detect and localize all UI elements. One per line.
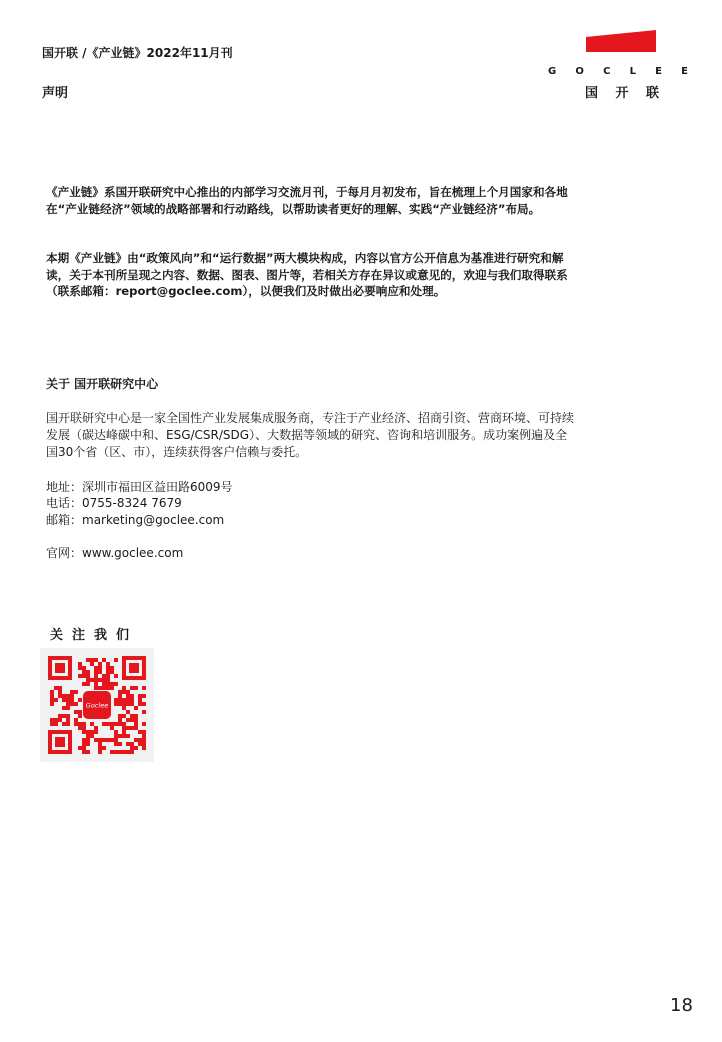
qr-module — [98, 750, 102, 754]
qr-module — [110, 666, 114, 670]
qr-module — [86, 670, 90, 674]
qr-module — [122, 750, 126, 754]
qr-module — [130, 718, 134, 722]
qr-module — [70, 702, 74, 706]
qr-module — [118, 690, 122, 694]
qr-module — [54, 698, 58, 702]
qr-module — [110, 670, 114, 674]
phone-line: 电话：0755-8324 7679 — [46, 496, 182, 510]
qr-module — [118, 714, 122, 718]
qr-module — [86, 738, 90, 742]
qr-module — [98, 662, 102, 666]
qr-module — [130, 750, 134, 754]
qr-module — [102, 674, 106, 678]
qr-module — [66, 714, 70, 718]
qr-module — [114, 738, 118, 742]
qr-module — [98, 742, 102, 746]
qr-module — [106, 662, 110, 666]
qr-module — [86, 682, 90, 686]
qr-module — [62, 714, 66, 718]
qr-module — [102, 686, 106, 690]
qr-module — [90, 722, 94, 726]
qr-module — [74, 690, 78, 694]
qr-module — [82, 666, 86, 670]
website-line: 官网：www.goclee.com — [46, 546, 184, 560]
qr-module — [66, 694, 70, 698]
qr-module — [142, 738, 146, 742]
qr-module — [106, 738, 110, 742]
qr-module — [90, 662, 94, 666]
qr-module — [78, 666, 82, 670]
qr-module — [58, 714, 62, 718]
qr-module — [98, 686, 102, 690]
qr-module — [78, 674, 82, 678]
qr-module — [126, 742, 130, 746]
qr-module — [142, 710, 146, 714]
qr-module — [82, 674, 86, 678]
qr-module — [110, 722, 114, 726]
qr-module — [58, 718, 62, 722]
qr-module — [110, 726, 114, 730]
statement-paragraph-1: 《产业链》系国开联研究中心推出的内部学习交流月刊，于每月月初发布，旨在梳理上个月国家和各地在“产业链经济”领域的战略部署和行动路线，以帮助读者更好的理解、实践“产业链经济”布局。 — [46, 185, 568, 216]
qr-module — [78, 714, 82, 718]
logo-letter: O — [575, 66, 584, 77]
qr-module — [114, 702, 118, 706]
qr-module — [118, 734, 122, 738]
qr-module — [142, 686, 146, 690]
qr-module — [86, 742, 90, 746]
qr-module — [78, 746, 82, 750]
qr-module — [66, 706, 70, 710]
qr-module — [102, 658, 106, 662]
qr-module — [114, 658, 118, 662]
email-line: 邮箱：marketing@goclee.com — [46, 513, 225, 527]
qr-module — [122, 698, 126, 702]
qr-module — [106, 686, 110, 690]
qr-module — [66, 702, 70, 706]
logo-wordmark — [548, 66, 688, 77]
qr-module — [134, 714, 138, 718]
logo-letter: G — [548, 66, 557, 77]
qr-module — [122, 686, 126, 690]
qr-module — [114, 698, 118, 702]
qr-module — [134, 726, 138, 730]
qr-module — [138, 698, 142, 702]
qr-code-image — [40, 648, 154, 762]
qr-module — [62, 706, 66, 710]
qr-module — [82, 746, 86, 750]
qr-module — [74, 702, 78, 706]
qr-module — [90, 658, 94, 662]
qr-module — [114, 674, 118, 678]
qr-module — [142, 734, 146, 738]
qr-module — [142, 702, 146, 706]
qr-module — [102, 722, 106, 726]
section-title: 声明 — [42, 86, 69, 101]
logo-letter: E — [681, 66, 688, 77]
qr-module — [54, 718, 58, 722]
qr-module — [98, 678, 102, 682]
logo-char: 联 — [645, 86, 659, 101]
qr-module — [78, 662, 82, 666]
qr-module — [110, 682, 114, 686]
qr-module — [134, 722, 138, 726]
qr-module — [126, 750, 130, 754]
qr-module — [70, 698, 74, 702]
qr-module — [82, 726, 86, 730]
qr-module — [118, 722, 122, 726]
qr-module — [122, 706, 126, 710]
qr-module — [66, 698, 70, 702]
qr-module — [54, 686, 58, 690]
qr-module — [86, 674, 90, 678]
qr-module — [50, 722, 54, 726]
qr-code[interactable] — [40, 648, 154, 762]
qr-center-logo: Goclee — [85, 701, 109, 710]
qr-module — [94, 726, 98, 730]
qr-module — [110, 750, 114, 754]
qr-module — [82, 730, 86, 734]
qr-module — [86, 658, 90, 662]
qr-module — [142, 694, 146, 698]
qr-module — [118, 750, 122, 754]
qr-module — [78, 710, 82, 714]
qr-module — [122, 726, 126, 730]
qr-module — [106, 666, 110, 670]
qr-module — [82, 742, 86, 746]
qr-module — [130, 686, 134, 690]
qr-module — [62, 694, 66, 698]
qr-module — [138, 730, 142, 734]
qr-module — [134, 738, 138, 742]
about-description: 国开联研究中心是一家全国性产业发展集成服务商，专注于产业经济、招商引资、营商环境、可持续发展（碳达峰碳中和、ESG/CSR/SDG）、大数据等领域的研究、咨询和培训服务。成功案例遍及全国30个省（区、市），连续获得客户信赖与委托。 — [46, 411, 575, 459]
qr-module — [74, 710, 78, 714]
qr-module — [126, 718, 130, 722]
qr-module — [118, 694, 122, 698]
qr-module — [122, 722, 126, 726]
qr-module — [86, 734, 90, 738]
logo-red-bar — [586, 30, 656, 52]
qr-module — [94, 674, 98, 678]
qr-module — [66, 722, 70, 726]
qr-module — [130, 698, 134, 702]
qr-module — [94, 682, 98, 686]
qr-module — [142, 746, 146, 750]
qr-module — [102, 678, 106, 682]
qr-module — [138, 742, 142, 746]
qr-module — [86, 750, 90, 754]
qr-module — [122, 730, 126, 734]
qr-module — [142, 742, 146, 746]
qr-module — [94, 686, 98, 690]
qr-module — [62, 698, 66, 702]
qr-module — [122, 702, 126, 706]
qr-module — [138, 694, 142, 698]
qr-module — [114, 682, 118, 686]
qr-module — [110, 686, 114, 690]
qr-module — [106, 722, 110, 726]
address-line: 地址：深圳市福田区益田路6009号 — [46, 480, 233, 494]
logo-char: 开 — [615, 86, 629, 101]
qr-module — [114, 722, 118, 726]
logo-char: 国 — [585, 86, 599, 101]
qr-module — [142, 730, 146, 734]
qr-module — [118, 702, 122, 706]
qr-module — [126, 726, 130, 730]
statement-paragraph-2: 本期《产业链》由“政策风向”和“运行数据”两大模块构成，内容以官方公开信息为基准进行研究和解读，关于本刊所呈现之内容、数据、图表、图片等，若相关方存在异议或意见的，欢迎与我们取得联系（联系邮箱：report@goclee.com），以便我们及时做出必要响应和处理。 — [46, 251, 568, 298]
qr-module — [106, 670, 110, 674]
qr-module — [78, 726, 82, 730]
qr-module — [50, 718, 54, 722]
qr-module — [106, 678, 110, 682]
qr-module — [118, 718, 122, 722]
publication-title: 国开联 /《产业链》2022年11月刊 — [42, 46, 233, 60]
qr-module — [54, 722, 58, 726]
qr-module — [138, 738, 142, 742]
qr-module — [98, 666, 102, 670]
qr-module — [82, 670, 86, 674]
page-number: 18 — [670, 995, 693, 1016]
qr-module — [134, 718, 138, 722]
qr-module — [102, 682, 106, 686]
qr-module — [122, 734, 126, 738]
qr-module — [126, 694, 130, 698]
qr-module — [130, 742, 134, 746]
qr-module — [130, 726, 134, 730]
qr-module — [82, 682, 86, 686]
qr-module — [130, 694, 134, 698]
qr-module — [86, 730, 90, 734]
qr-module — [50, 694, 54, 698]
qr-module — [102, 746, 106, 750]
logo-letter: C — [603, 66, 611, 77]
qr-module — [66, 718, 70, 722]
qr-module — [126, 698, 130, 702]
qr-module — [114, 750, 118, 754]
qr-module — [134, 706, 138, 710]
qr-module — [114, 742, 118, 746]
qr-module — [142, 722, 146, 726]
qr-module — [114, 730, 118, 734]
qr-module — [98, 738, 102, 742]
qr-module — [138, 702, 142, 706]
qr-module — [70, 690, 74, 694]
qr-module — [90, 678, 94, 682]
logo-letter: E — [655, 66, 662, 77]
qr-module — [126, 710, 130, 714]
qr-module — [130, 702, 134, 706]
qr-module — [130, 714, 134, 718]
qr-module — [126, 690, 130, 694]
qr-module — [114, 734, 118, 738]
qr-module — [98, 746, 102, 750]
qr-module — [122, 690, 126, 694]
qr-module — [94, 666, 98, 670]
qr-module — [74, 718, 78, 722]
qr-module — [74, 722, 78, 726]
qr-module — [90, 734, 94, 738]
about-heading: 关于 国开联研究中心 — [46, 377, 159, 391]
qr-module — [86, 678, 90, 682]
qr-module — [58, 694, 62, 698]
qr-module — [134, 746, 138, 750]
qr-module — [118, 698, 122, 702]
qr-module — [106, 674, 110, 678]
qr-module — [130, 746, 134, 750]
qr-module — [50, 702, 54, 706]
qr-module — [102, 738, 106, 742]
qr-module — [94, 670, 98, 674]
qr-module — [58, 690, 62, 694]
qr-module — [58, 686, 62, 690]
qr-module — [78, 722, 82, 726]
qr-module — [126, 702, 130, 706]
qr-module — [106, 682, 110, 686]
qr-module — [82, 738, 86, 742]
qr-module — [78, 698, 82, 702]
qr-module — [118, 742, 122, 746]
qr-module — [134, 686, 138, 690]
follow-us-label: 关注我们 — [50, 628, 139, 643]
qr-module — [62, 722, 66, 726]
qr-module — [98, 670, 102, 674]
qr-module — [82, 722, 86, 726]
qr-module — [50, 698, 54, 702]
qr-module — [122, 714, 126, 718]
qr-module — [126, 734, 130, 738]
qr-module — [94, 738, 98, 742]
qr-module — [82, 750, 86, 754]
qr-module — [110, 738, 114, 742]
logo-chinese — [585, 82, 659, 101]
qr-module — [90, 730, 94, 734]
qr-module — [94, 678, 98, 682]
qr-module — [50, 690, 54, 694]
qr-module — [94, 730, 98, 734]
qr-module — [70, 694, 74, 698]
qr-module — [94, 658, 98, 662]
logo-letter: L — [629, 66, 636, 77]
